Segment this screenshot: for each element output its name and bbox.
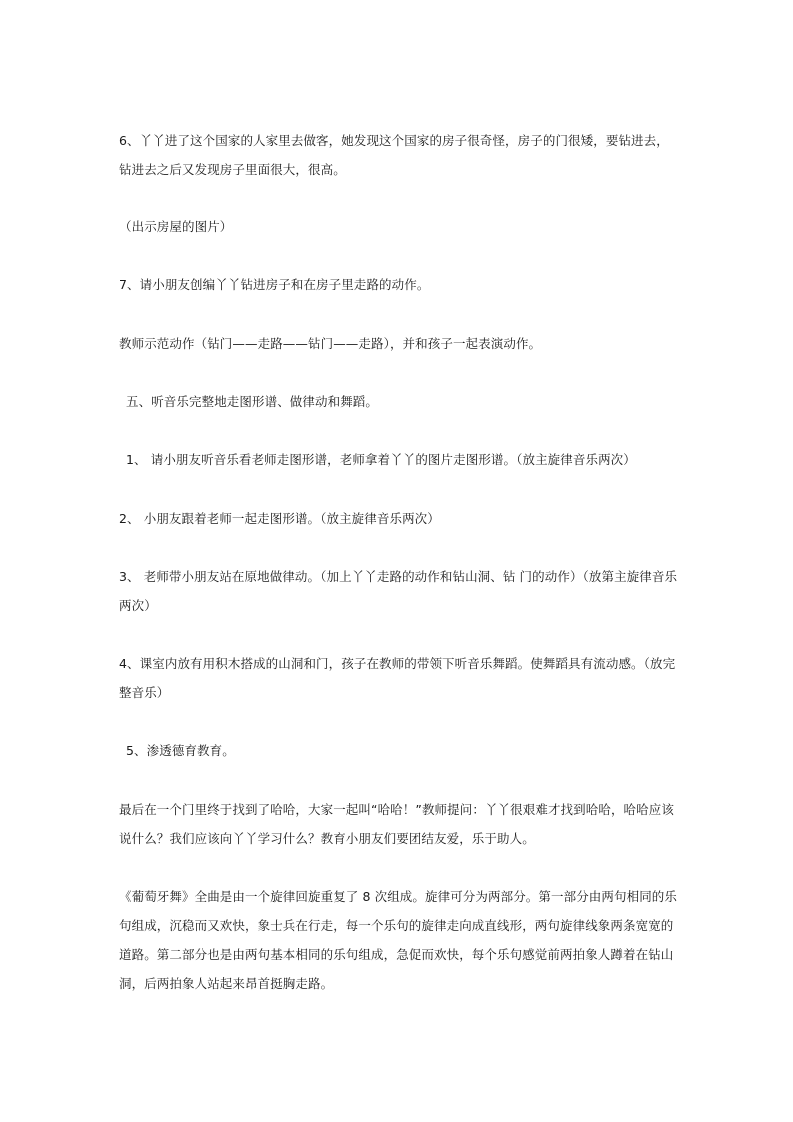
- paragraph-item-4: 4、课室内放有用积木搭成的山洞和门，孩子在教师的带领下听音乐舞蹈。使舞蹈具有流动感。（放完整音乐）: [119, 656, 676, 700]
- paragraph-teacher-demo: 教师示范动作（钻门——走路——钻门——走路），并和孩子一起表演动作。: [119, 336, 542, 351]
- paragraph-item-3: 3、 老师带小朋友站在原地做律动。（加上丫丫走路的动作和钻山洞、钻 门的动作）（放第主旋律音乐两次）: [119, 569, 678, 613]
- paragraph-final-question: 最后在一个门里终于找到了哈哈，大家一起叫“哈哈！”教师提问：丫丫很艰难才找到哈哈，哈哈应该说什么？我们应该向丫丫学习什么？教育小朋友们要团结友爱，乐于助人。: [119, 802, 674, 846]
- paragraph-show-house-picture: （出示房屋的图片）: [119, 219, 233, 234]
- paragraph-item-2: 2、 小朋友跟着老师一起走图形谱。（放主旋律音乐两次）: [119, 511, 440, 526]
- paragraph-step-7: 7、请小朋友创编丫丫钻进房子和在房子里走路的动作。: [119, 277, 430, 292]
- paragraph-item-5: 5、渗透德育教育。: [126, 743, 235, 758]
- paragraph-item-1: 1、 请小朋友听音乐看老师走图形谱，老师拿着丫丫的图片走图形谱。（放主旋律音乐两次）: [126, 452, 636, 467]
- paragraph-music-description: 《葡萄牙舞》全曲是由一个旋律回旋重复了 8 次组成。旋律可分为两部分。第一部分由两句相同的乐句组成，沉稳而又欢快，象士兵在行走，每一个乐句的旋律走向成直线形，两句旋律线象两条宽宽的道路。第二部分也是由两句基本相同的乐句组成，急促而欢快，每个乐句感觉前两拍象人蹲着在钻山洞，后两拍象人站起来昂首挺胸走路。: [119, 889, 678, 991]
- section-heading-five: 五、听音乐完整地走图形谱、做律动和舞蹈。: [126, 394, 379, 409]
- paragraph-step-6: 6、丫丫进了这个国家的人家里去做客，她发现这个国家的房子很奇怪，房子的门很矮，要钻进去，钻进去之后又发现房子里面很大，很高。: [119, 133, 669, 177]
